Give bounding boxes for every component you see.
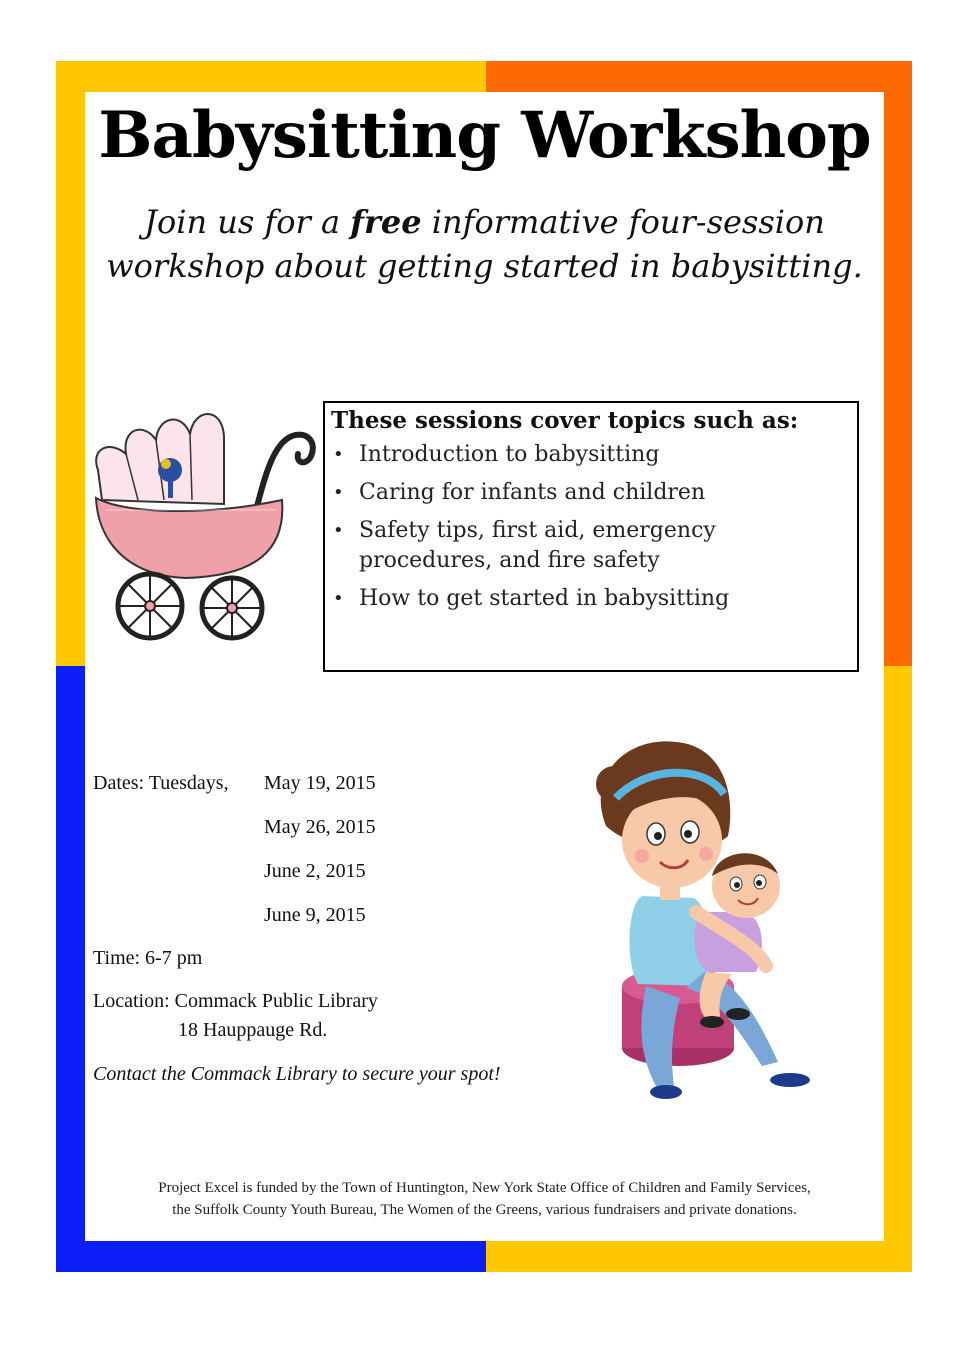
frame-top-right bbox=[486, 61, 912, 92]
topics-box bbox=[323, 401, 859, 672]
date-2: May 26, 2015 bbox=[264, 816, 376, 838]
location-label: Location: Commack Public Library bbox=[93, 990, 378, 1012]
topic-item: • Introduction to babysitting bbox=[331, 440, 849, 470]
flyer-subtitle bbox=[85, 200, 884, 288]
frame-left-top bbox=[56, 61, 85, 666]
topics-heading: These sessions cover topics such as: bbox=[331, 407, 799, 434]
frame-left-bottom bbox=[56, 666, 85, 1272]
frame-top-left bbox=[56, 61, 486, 92]
stroller-icon bbox=[86, 400, 322, 650]
event-time: Time: 6-7 pm bbox=[93, 947, 203, 969]
date-4: June 9, 2015 bbox=[264, 904, 366, 926]
funding-footer bbox=[85, 1177, 884, 1221]
topic-item: • Safety tips, first aid, emergency procedures, and fire safety bbox=[331, 516, 849, 576]
footer-line: the Suffolk County Youth Bureau, The Women of the Greens, various fundraisers and private donations. bbox=[172, 1202, 797, 1218]
location-address: 18 Hauppauge Rd. bbox=[178, 1019, 328, 1041]
frame-right-top bbox=[884, 61, 912, 666]
frame-right-bottom bbox=[884, 666, 912, 1272]
dates-label: Dates: Tuesdays, bbox=[93, 772, 229, 794]
flyer-title: Babysitting Workshop bbox=[98, 98, 871, 173]
frame-bottom-left bbox=[56, 1241, 486, 1272]
subtitle-rest: informative four-session workshop about getting started in babysitting. bbox=[106, 203, 863, 285]
topic-item: • How to get started in babysitting bbox=[331, 584, 849, 614]
frame-bottom-right bbox=[486, 1241, 912, 1272]
topic-item: • Caring for infants and children bbox=[331, 478, 849, 508]
subtitle-free: free bbox=[350, 203, 422, 241]
date-1: May 19, 2015 bbox=[264, 772, 376, 794]
contact-note: Contact the Commack Library to secure your spot! bbox=[93, 1063, 501, 1085]
date-3: June 2, 2015 bbox=[264, 860, 366, 882]
mother-child-icon bbox=[586, 736, 820, 1110]
footer-line: Project Excel is funded by the Town of Huntington, New York State Office of Children and Family Services, bbox=[158, 1180, 811, 1196]
topics-list bbox=[331, 440, 849, 614]
subtitle-intro: Join us for a bbox=[144, 203, 351, 241]
